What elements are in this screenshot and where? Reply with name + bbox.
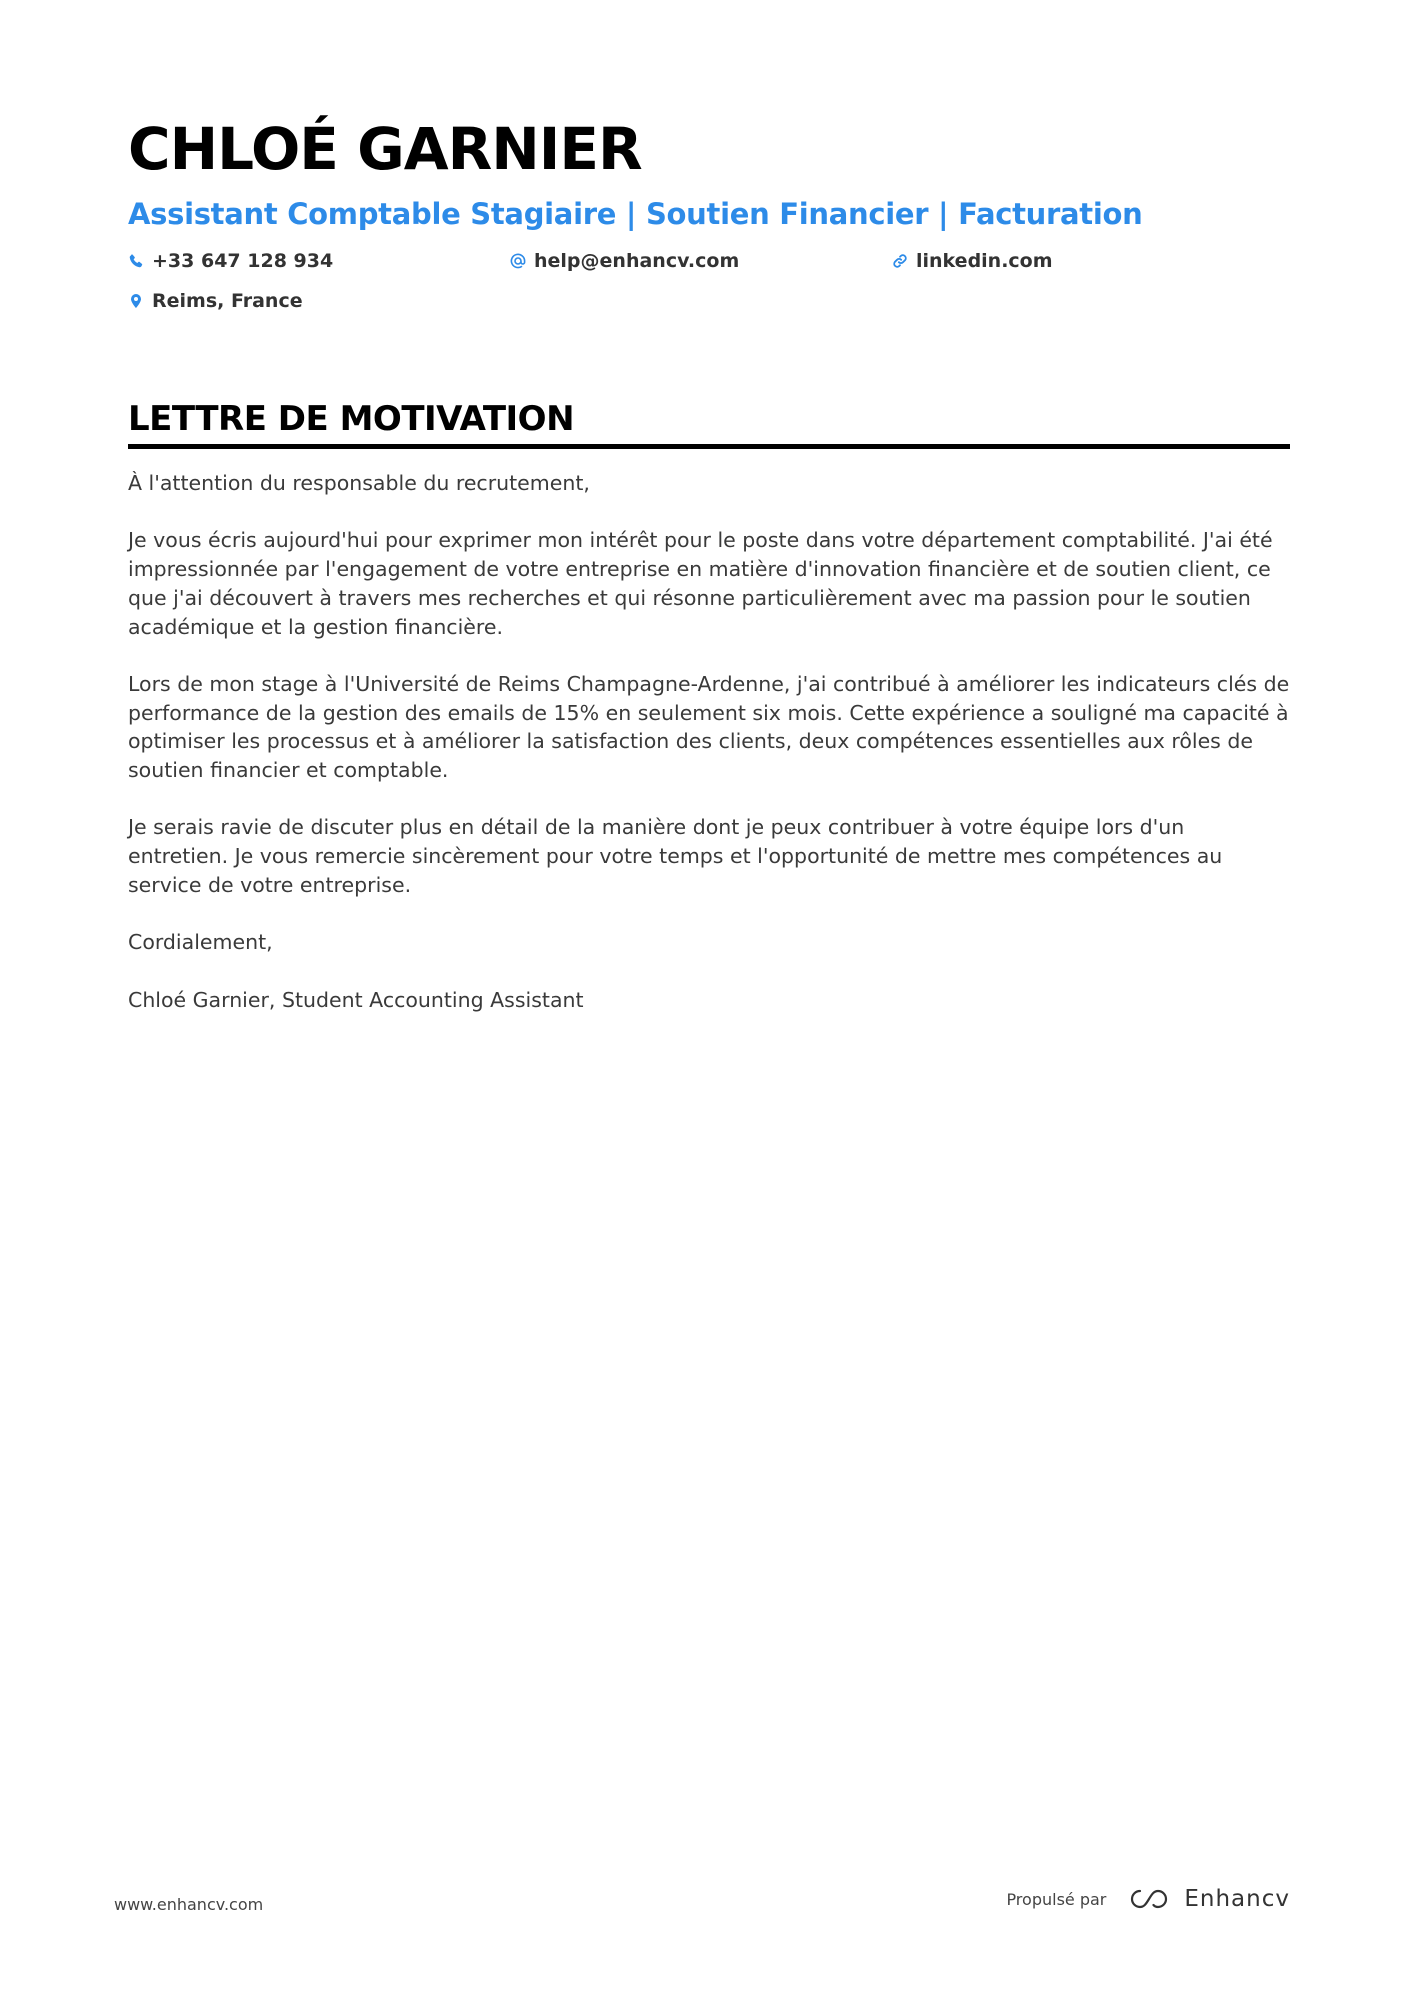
contact-email	[510, 248, 892, 274]
letter-closing: Cordialement,	[128, 930, 273, 955]
letter-paragraph: Je vous écris aujourd'hui pour exprimer mon intérêt pour le poste dans votre département comptabilité. J'ai été impressionnée par l'engagement de votre entreprise en matière d'innovation financière et de soutien client, ce que j'ai découvert à travers mes recherches et qui résonne particulièrement avec ma passion pour le soutien académique et la gestion financière.	[128, 528, 1273, 639]
candidate-name: CHLOÉ GARNIER	[128, 115, 642, 183]
phone-number[interactable]: +33 647 128 934	[152, 250, 334, 272]
link-icon	[892, 253, 908, 269]
email-address[interactable]: help@enhancv.com	[534, 250, 740, 272]
footer-website[interactable]: www.enhancv.com	[114, 1895, 264, 1914]
at-icon	[510, 253, 526, 269]
section-title: LETTRE DE MOTIVATION	[128, 396, 1290, 449]
letter-salutation: À l'attention du responsable du recrutement,	[128, 471, 590, 495]
location-text: Reims, France	[152, 290, 303, 312]
letter-paragraph: Je serais ravie de discuter plus en détail de la manière dont je peux contribuer à votre équipe lors d'un entretien. Je vous remercie sincèrement pour votre temps et l'opportunité de mettre mes compétences au service de votre entreprise.	[128, 815, 1223, 897]
contact-info	[128, 248, 1290, 314]
candidate-headline: Assistant Comptable Stagiaire | Soutien Financier | Facturation	[128, 197, 1143, 231]
footer-branding	[1006, 1886, 1290, 1912]
contact-linkedin	[892, 248, 1290, 274]
phone-icon	[128, 253, 144, 269]
contact-phone	[128, 248, 510, 274]
letter-signature: Chloé Garnier, Student Accounting Assistant	[128, 987, 584, 1012]
map-pin-icon	[128, 293, 144, 309]
contact-location	[128, 288, 510, 314]
brand-name[interactable]: Enhancv	[1184, 1886, 1290, 1912]
powered-by-label: Propulsé par	[1006, 1889, 1107, 1909]
letter-body	[128, 469, 1290, 1014]
letter-paragraph: Lors de mon stage à l'Université de Reims Champagne-Ardenne, j'ai contribué à améliorer les indicateurs clés de performance de la gestion des emails de 15% en seulement six mois. Cette expérience a souligné ma capacité à optimiser les processus et à améliorer la satisfaction des clients, deux compétences essentielles aux rôles de soutien financier et comptable.	[128, 671, 1290, 782]
linkedin-link[interactable]: linkedin.com	[916, 250, 1053, 272]
enhancv-logo-icon	[1126, 1886, 1172, 1912]
cover-letter-page	[128, 108, 1290, 1043]
